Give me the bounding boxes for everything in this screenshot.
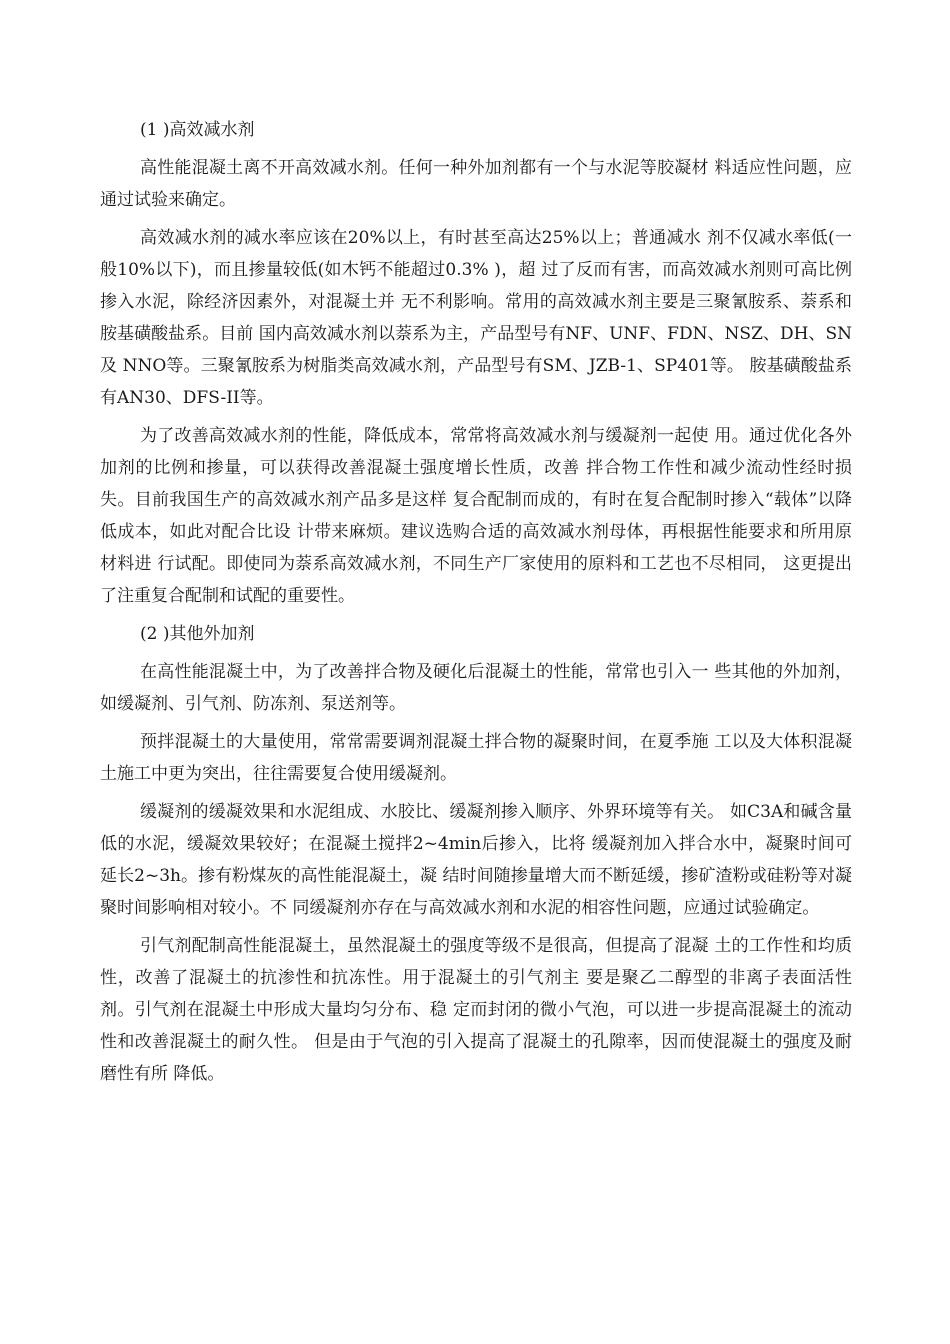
section-heading-other-admixtures: (2 )其他外加剂: [140, 624, 255, 644]
paragraph: 预拌混凝土的大量使用，常常需要调剂混凝土拌合物的凝聚时间，在夏季施 工以及大体积混凝土施工中更为突出，往往需要复合使用缓凝剂。: [100, 732, 852, 784]
document-body: [100, 114, 852, 1090]
paragraph: 高效减水剂的减水率应该在20%以上，有时甚至高达25%以上；普通减水 剂不仅减水率低(一般10%以下)，而且掺量较低(如木钙不能超过0.3% )，超 过了反而有害，而高效减水剂则可高比例掺入水泥，除经济因素外，对混凝土并 无不利影响。常用的高效减水剂主要是三聚氰胺系、萘系和胺基磺酸盐系。目前 国内高效减水剂以萘系为主，产品型号有NF、UNF、FDN、NSZ、DH、SN及 NNO等。三聚氰胺系为树脂类高效减水剂，产品型号有SM、JZB-1、SP401等。 胺基磺酸盐系有AN30、DFS-II等。: [100, 228, 852, 408]
paragraph: 引气剂配制高性能混凝土，虽然混凝土的强度等级不是很高，但提高了混凝 土的工作性和均质性，改善了混凝土的抗渗性和抗冻性。用于混凝土的引气剂主 要是聚乙二醇型的非离子表面活性剂。引气剂在混凝土中形成大量均匀分布、稳 定而封闭的微小气泡，可以进一步提高混凝土的流动性和改善混凝土的耐久性。 但是由于气泡的引入提高了混凝土的孔隙率，因而使混凝土的强度及耐磨性有所 降低。: [100, 936, 852, 1084]
paragraph: 缓凝剂的缓凝效果和水泥组成、水胶比、缓凝剂掺入顺序、外界环境等有关。 如C3A和碱含量低的水泥，缓凝效果较好；在混凝土搅拌2~4min后掺入，比将 缓凝剂加入拌合水中，凝聚时间可延长2~3h。掺有粉煤灰的高性能混凝土，凝 结时间随掺量增大而不断延缓，掺矿渣粉或硅粉等对凝聚时间影响相对较小。不 同缓凝剂亦存在与高效减水剂和水泥的相容性问题，应通过试验确定。: [100, 802, 852, 918]
paragraph: 高性能混凝土离不开高效减水剂。任何一种外加剂都有一个与水泥等胶凝材 料适应性问题，应通过试验来确定。: [100, 158, 852, 210]
paragraph: 为了改善高效减水剂的性能，降低成本，常常将高效减水剂与缓凝剂一起使 用。通过优化各外加剂的比例和掺量，可以获得改善混凝土强度增长性质，改善 拌合物工作性和减少流动性经时损失。目前我国生产的高效减水剂产品多是这样 复合配制而成的，有时在复合配制时掺入“载体”以降低成本，如此对配合比设 计带来麻烦。建议选购合适的高效减水剂母体，再根据性能要求和所用原材料进 行试配。即使同为萘系高效减水剂，不同生产厂家使用的原料和工艺也不尽相同， 这更提出了注重复合配制和试配的重要性。: [100, 426, 852, 606]
section-heading-superplasticizer: (1 )高效减水剂: [140, 120, 255, 140]
paragraph: 在高性能混凝土中，为了改善拌合物及硬化后混凝土的性能，常常也引入一 些其他的外加剂，如缓凝剂、引气剂、防冻剂、泵送剂等。: [100, 662, 852, 714]
